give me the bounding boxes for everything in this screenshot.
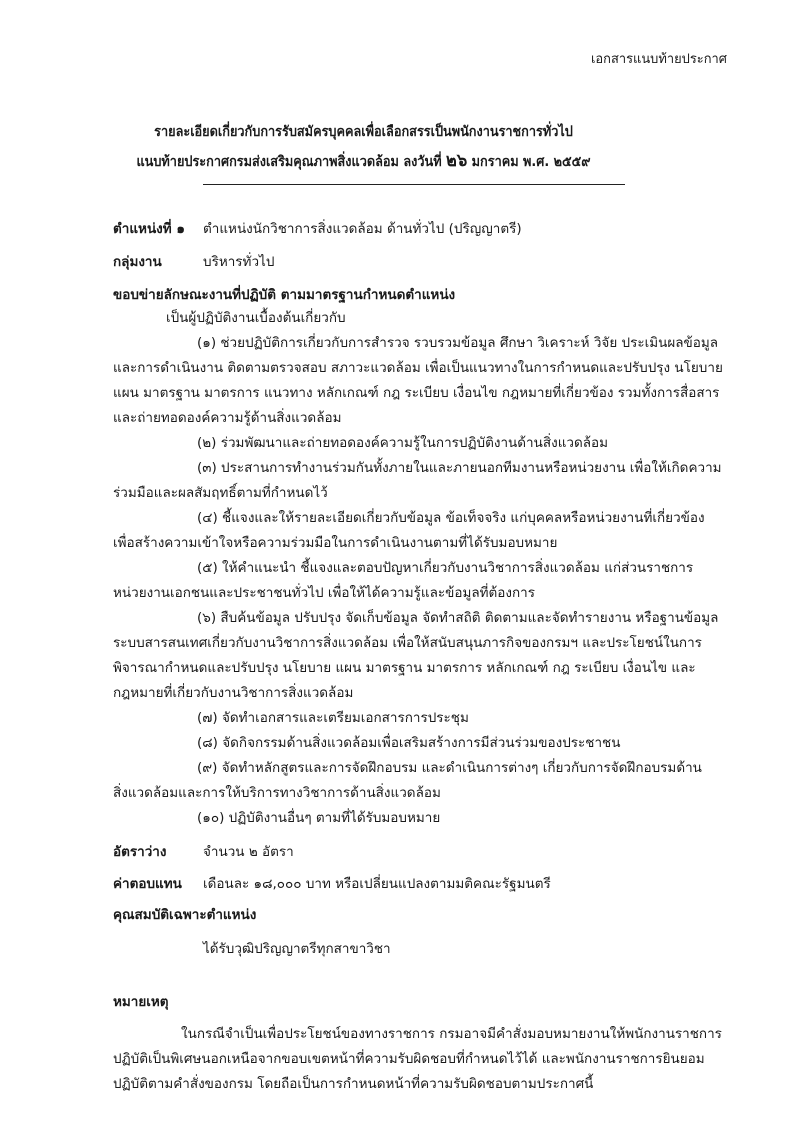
title-suffix: มกราคม พ.ศ. ๒๕๕๙	[471, 154, 591, 170]
qualification-heading: คุณสมบัติเฉพาะตำแหน่ง	[113, 907, 257, 923]
header-note: เอกสารแนบท้ายประกาศ	[591, 52, 728, 67]
scope-line: (๖) สืบค้นข้อมูล ปรับปรุง จัดเก็บข้อมูล จัดทำสถิติ ติดตามและจัดทำรายงาน หรือฐานข้อมูล	[197, 610, 719, 626]
remark-line: ปฏิบัติตามคำสั่งของกรม โดยถือเป็นการกำหนดหน้าที่ความรับผิดชอบตามประกาศนี้	[113, 1076, 594, 1092]
scope-line: (๓) ประสานการทำงานร่วมกันทั้งภายในและภายนอกทีมงานหรือหน่วยงาน เพื่อให้เกิดความ	[197, 460, 722, 476]
scope-line: (๑) ช่วยปฏิบัติการเกี่ยวกับการสำรวจ รวบรวมข้อมูล ศึกษา วิเคราะห์ วิจัย ประเมินผลข้อมูล	[197, 335, 719, 351]
vacancy-value: จำนวน ๒ อัตรา	[203, 844, 294, 860]
scope-line: พิจารณากำหนดและปรับปรุง นโยบาย แผน มาตรฐาน มาตรการ หลักเกณฑ์ กฎ ระเบียบ เงื่อนไข และ	[113, 660, 696, 676]
position-value: ตำแหน่งนักวิชาการสิ่งแวดล้อม ด้านทั่วไป (ปริญญาตรี)	[203, 221, 522, 237]
scope-line: กฎหมายที่เกี่ยวกับงานวิชาการสิ่งแวดล้อม	[113, 685, 354, 701]
group-value: บริหารทั่วไป	[203, 254, 275, 270]
title-line-2	[0, 145, 727, 174]
title-day: ๒๖	[446, 150, 468, 171]
scope-line: (๔) ชี้แจงและให้รายละเอียดเกี่ยวกับข้อมูล ข้อเท็จจริง แก่บุคคลหรือหน่วยงานที่เกี่ยวข้อง	[197, 510, 705, 526]
remark-line: ในกรณีจำเป็นเพื่อประโยชน์ของทางราชการ กรมอาจมีคำสั่งมอบหมายงานให้พนักงานราชการ	[181, 1026, 722, 1042]
scope-heading: ขอบข่ายลักษณะงานที่ปฏิบัติ ตามมาตรฐานกำหนดตำแหน่ง	[113, 287, 456, 303]
title-prefix: แนบท้ายประกาศกรมส่งเสริมคุณภาพสิ่งแวดล้อม ลงวันที่	[136, 154, 442, 170]
scope-line: (๑๐) ปฏิบัติงานอื่นๆ ตามที่ได้รับมอบหมาย	[197, 810, 441, 826]
scope-line: (๘) จัดกิจกรรมด้านสิ่งแวดล้อมเพื่อเสริมสร้างการมีส่วนร่วมของประชาชน	[197, 735, 621, 751]
scope-line: เพื่อสร้างความเข้าใจหรือความร่วมมือในการดำเนินงานตามที่ได้รับมอบหมาย	[113, 535, 558, 551]
scope-line: แผน มาตรฐาน มาตรการ แนวทาง หลักเกณฑ์ กฎ ระเบียบ เงื่อนไข กฎหมายที่เกี่ยวข้อง รวมทั้งการสื่อสาร	[113, 385, 720, 401]
group-label: กลุ่มงาน	[113, 254, 162, 270]
scope-line: (๕) ให้คำแนะนำ ชี้แจงและตอบปัญหาเกี่ยวกับงานวิชาการสิ่งแวดล้อม แก่ส่วนราชการ	[197, 560, 694, 576]
position-label: ตำแหน่งที่ ๑	[113, 221, 185, 237]
scope-line: สิ่งแวดล้อมและการให้บริการทางวิชาการด้านสิ่งแวดล้อม	[113, 785, 441, 801]
title-line-1: รายละเอียดเกี่ยวกับการรับสมัครบุคคลเพื่อเลือกสรรเป็นพนักงานราชการทั่วไป	[154, 124, 573, 140]
scope-intro: เป็นผู้ปฏิบัติงานเบื้องต้นเกี่ยวกับ	[166, 310, 346, 326]
title-divider	[203, 184, 625, 185]
scope-line: ร่วมมือและผลสัมฤทธิ์ตามที่กำหนดไว้	[113, 485, 328, 501]
qualification-value: ได้รับวุฒิปริญญาตรีทุกสาขาวิชา	[203, 941, 391, 957]
vacancy-label: อัตราว่าง	[113, 844, 167, 860]
remark-line: ปฏิบัติเป็นพิเศษนอกเหนือจากขอบเขตหน้าที่ความรับผิดชอบที่กำหนดไว้ได้ และพนักงานราชการยินยอม	[113, 1051, 705, 1067]
scope-line: (๙) จัดทำหลักสูตรและการจัดฝึกอบรม และดำเนินการต่างๆ เกี่ยวกับการจัดฝึกอบรมด้าน	[197, 760, 702, 776]
scope-line: (๒) ร่วมพัฒนาและถ่ายทอดองค์ความรู้ในการปฏิบัติงานด้านสิ่งแวดล้อม	[197, 435, 609, 451]
remark-heading: หมายเหตุ	[113, 994, 169, 1010]
salary-label: ค่าตอบแทน	[113, 876, 182, 892]
scope-line: และการดำเนินงาน ติดตามตรวจสอบ สภาวะแวดล้อม เพื่อเป็นแนวทางในการกำหนดและปรับปรุง นโยบาย	[113, 360, 723, 376]
scope-line: ระบบสารสนเทศเกี่ยวกับงานวิชาการสิ่งแวดล้อม เพื่อให้สนับสนุนภารกิจของกรมฯ และประโยชน์ในการ	[113, 635, 702, 651]
scope-line: (๗) จัดทำเอกสารและเตรียมเอกสารการประชุม	[197, 710, 469, 726]
scope-line: และถ่ายทอดองค์ความรู้ด้านสิ่งแวดล้อม	[113, 410, 342, 426]
scope-line: หน่วยงานเอกชนและประชาชนทั่วไป เพื่อให้ได้ความรู้และข้อมูลที่ต้องการ	[113, 585, 535, 601]
salary-value: เดือนละ ๑๘,๐๐๐ บาท หรือเปลี่ยนแปลงตามมติคณะรัฐมนตรี	[203, 876, 551, 892]
